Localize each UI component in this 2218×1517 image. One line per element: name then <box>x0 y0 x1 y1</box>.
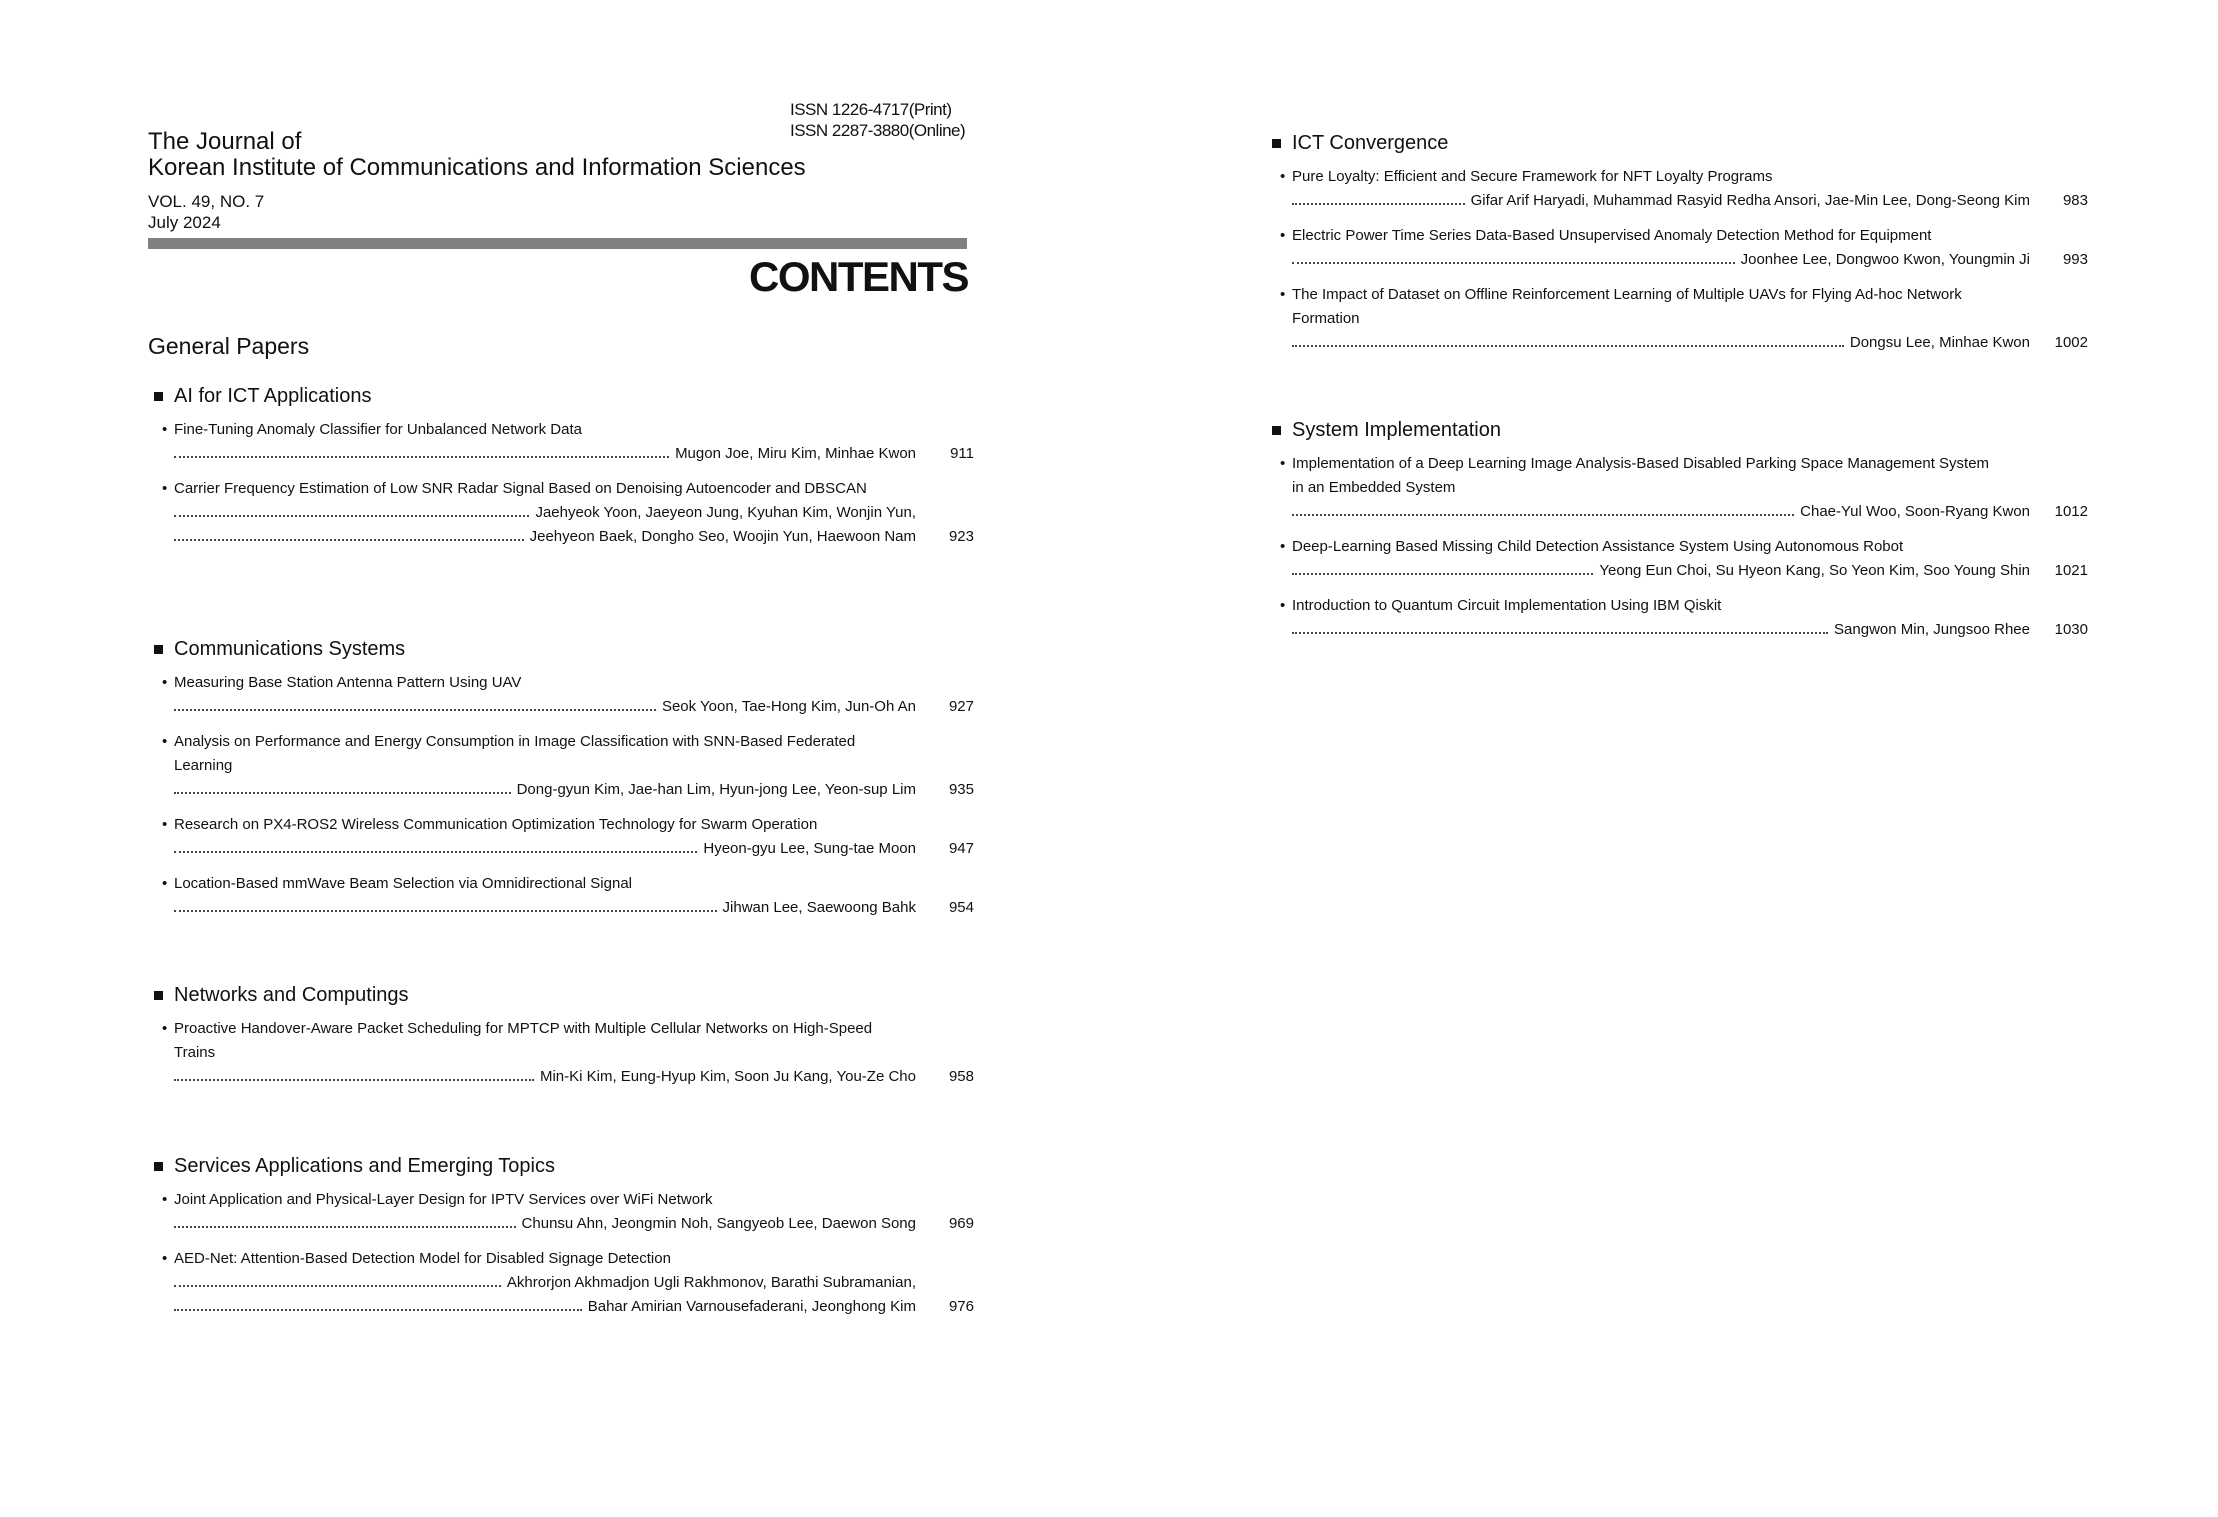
entry-title-row <box>154 477 974 501</box>
toc-entry <box>154 1188 974 1236</box>
author-leader-row <box>154 1271 974 1295</box>
section-heading <box>1272 130 2088 156</box>
entry-title-row <box>154 730 974 778</box>
entry-authors: Hyeon-gyu Lee, Sung-tae Moon <box>703 840 916 857</box>
bullet-icon: • <box>162 816 168 833</box>
section-heading <box>154 1153 974 1179</box>
toc-entry <box>1272 283 2088 355</box>
dot-leader <box>174 539 524 541</box>
entry-page: 958 <box>948 1068 974 1085</box>
entry-authors: Seok Yoon, Tae-Hong Kim, Jun-Oh An <box>661 698 916 715</box>
section-heading <box>154 636 974 662</box>
bullet-icon: • <box>162 875 168 892</box>
dot-leader <box>174 792 511 794</box>
entry-list <box>154 418 974 549</box>
entry-authors: Mugon Joe, Miru Kim, Minhae Kwon <box>675 445 916 462</box>
bullet-icon: • <box>1280 168 1286 185</box>
author-leader-row <box>1272 331 2088 355</box>
toc-section <box>154 383 974 560</box>
entry-title: Electric Power Time Series Data-Based Unsupervised Anomaly Detection Method for Equipment <box>1292 227 1932 244</box>
entry-title: Pure Loyalty: Efficient and Secure Framework for NFT Loyalty Programs <box>1292 168 1773 185</box>
entry-title-row <box>154 418 974 442</box>
entry-page: 983 <box>2062 192 2088 209</box>
dot-leader <box>1292 573 1593 575</box>
author-leader-row <box>1272 248 2088 272</box>
entry-authors: Joonhee Lee, Dongwoo Kwon, Youngmin Ji <box>1740 251 2030 268</box>
bullet-icon: • <box>162 1020 168 1037</box>
author-leader-row <box>1272 189 2088 213</box>
entry-title-row <box>1272 224 2088 248</box>
dot-leader <box>174 1309 582 1311</box>
entry-authors: Min-Ki Kim, Eung-Hyup Kim, Soon Ju Kang, You-Ze Cho <box>539 1068 916 1085</box>
entry-page: 923 <box>948 528 974 545</box>
toc-entry <box>154 730 974 802</box>
toc-section <box>1272 417 2088 653</box>
section-heading <box>154 383 974 409</box>
entry-title-row <box>154 872 974 896</box>
square-bullet-icon <box>1272 426 1281 435</box>
entry-page: 927 <box>948 698 974 715</box>
dot-leader <box>1292 632 1828 634</box>
dot-leader <box>174 1226 516 1228</box>
general-papers-heading: General Papers <box>148 333 310 359</box>
bullet-icon: • <box>162 421 168 438</box>
toc-entry <box>154 418 974 466</box>
entry-title-row <box>1272 165 2088 189</box>
dot-leader <box>174 515 529 517</box>
toc-entry <box>1272 224 2088 272</box>
entry-title: Proactive Handover-Aware Packet Scheduling for MPTCP with Multiple Cellular Networks on High-Speed Trains <box>174 1020 873 1061</box>
author-leader-row <box>154 778 974 802</box>
entry-page: 1002 <box>2054 334 2088 351</box>
journal-title-line1: The Journal of <box>148 128 302 155</box>
dot-leader <box>174 1079 534 1081</box>
toc-entry <box>154 1017 974 1089</box>
author-leader-row <box>154 525 974 549</box>
entry-authors: Dong-gyun Kim, Jae-han Lim, Hyun-jong Lee, Yeon-sup Lim <box>516 781 916 798</box>
entry-title-row <box>1272 283 2088 331</box>
bullet-icon: • <box>162 1250 168 1267</box>
dot-leader <box>1292 514 1794 516</box>
section-title: Networks and Computings <box>174 984 409 1006</box>
entry-page: 1030 <box>2054 621 2088 638</box>
entry-title: Implementation of a Deep Learning Image Analysis-Based Disabled Parking Space Management System in an Embedded System <box>1292 455 1990 496</box>
entry-list <box>154 671 974 920</box>
author-leader-row <box>154 501 974 525</box>
author-leader-row <box>154 695 974 719</box>
entry-authors: Yeong Eun Choi, Su Hyeon Kang, So Yeon Kim, Soo Young Shin <box>1599 562 2030 579</box>
entry-title-row <box>1272 594 2088 618</box>
toc-entry <box>154 477 974 549</box>
section-title: AI for ICT Applications <box>174 385 372 407</box>
entry-title-row <box>154 671 974 695</box>
entry-authors: Chae-Yul Woo, Soon-Ryang Kwon <box>1800 503 2030 520</box>
toc-entry <box>1272 452 2088 524</box>
dot-leader <box>174 910 717 912</box>
dot-leader <box>1292 203 1465 205</box>
entry-authors: Dongsu Lee, Minhae Kwon <box>1849 334 2030 351</box>
author-leader-row <box>154 837 974 861</box>
dot-leader <box>174 851 697 853</box>
author-leader-row <box>154 442 974 466</box>
entry-title: Joint Application and Physical-Layer Design for IPTV Services over WiFi Network <box>174 1191 713 1208</box>
section-title: Communications Systems <box>174 638 406 660</box>
entry-page: 954 <box>948 899 974 916</box>
square-bullet-icon <box>1272 139 1281 148</box>
toc-entry <box>154 872 974 920</box>
contents-heading: CONTENTS <box>749 253 968 300</box>
bullet-icon: • <box>1280 538 1286 555</box>
bullet-icon: • <box>162 733 168 750</box>
author-leader-row <box>1272 618 2088 642</box>
entry-authors: Sangwon Min, Jungsoo Rhee <box>1834 621 2030 638</box>
entry-page: 993 <box>2062 251 2088 268</box>
entry-title: The Impact of Dataset on Offline Reinforcement Learning of Multiple UAVs for Flying Ad-hoc Network Formation <box>1292 286 1962 327</box>
toc-section <box>154 982 974 1100</box>
toc-section <box>154 636 974 931</box>
issn-print: ISSN 1226-4717(Print) <box>790 100 952 119</box>
dot-leader <box>1292 262 1735 264</box>
section-title: ICT Convergence <box>1292 132 1449 154</box>
bullet-icon: • <box>162 480 168 497</box>
entry-title-row <box>154 1017 974 1065</box>
journal-title-line2: Korean Institute of Communications and Information Sciences <box>148 154 806 181</box>
entry-title: Measuring Base Station Antenna Pattern Using UAV <box>174 674 522 691</box>
bullet-icon: • <box>1280 286 1286 303</box>
entry-list <box>154 1188 974 1319</box>
entry-page: 947 <box>948 840 974 857</box>
dot-leader <box>174 709 656 711</box>
toc-entry <box>1272 165 2088 213</box>
square-bullet-icon <box>154 392 163 401</box>
dot-leader <box>174 1285 501 1287</box>
toc-entry <box>1272 535 2088 583</box>
toc-entry <box>154 813 974 861</box>
entry-list <box>154 1017 974 1089</box>
section-heading <box>154 982 974 1008</box>
author-leader-row <box>154 1212 974 1236</box>
entry-title: Location-Based mmWave Beam Selection via Omnidirectional Signal <box>174 875 632 892</box>
header-divider-bar <box>148 238 967 249</box>
author-leader-row <box>154 1295 974 1319</box>
entry-title: Research on PX4-ROS2 Wireless Communication Optimization Technology for Swarm Operation <box>174 816 818 833</box>
entry-authors: Gifar Arif Haryadi, Muhammad Rasyid Redha Ansori, Jae-Min Lee, Dong-Seong Kim <box>1470 192 2030 209</box>
dot-leader <box>1292 345 1844 347</box>
bullet-icon: • <box>162 1191 168 1208</box>
author-leader-row <box>154 896 974 920</box>
entry-authors: Jihwan Lee, Saewoong Bahk <box>722 899 916 916</box>
toc-section <box>1272 130 2088 366</box>
entry-title: Deep-Learning Based Missing Child Detection Assistance System Using Autonomous Robot <box>1292 538 1904 555</box>
entry-authors: Jaehyeok Yoon, Jaeyeon Jung, Kyuhan Kim, Wonjin Yun, <box>535 504 916 521</box>
square-bullet-icon <box>154 1162 163 1171</box>
entry-authors: Jeehyeon Baek, Dongho Seo, Woojin Yun, Haewoon Nam <box>529 528 916 545</box>
entry-page: 911 <box>950 445 974 462</box>
entry-page: 976 <box>948 1298 974 1315</box>
entry-title-row <box>154 813 974 837</box>
entry-list <box>1272 165 2088 355</box>
volume-number: VOL. 49, NO. 7 <box>148 192 265 211</box>
author-leader-row <box>1272 559 2088 583</box>
entry-page: 1021 <box>2054 562 2088 579</box>
entry-authors: Chunsu Ahn, Jeongmin Noh, Sangyeob Lee, Daewon Song <box>521 1215 916 1232</box>
entry-authors: Akhrorjon Akhmadjon Ugli Rakhmonov, Barathi Subramanian, <box>506 1274 916 1291</box>
issn-online: ISSN 2287-3880(Online) <box>790 121 966 140</box>
entry-title-row <box>1272 452 2088 500</box>
bullet-icon: • <box>1280 455 1286 472</box>
bullet-icon: • <box>1280 597 1286 614</box>
entry-title: Carrier Frequency Estimation of Low SNR Radar Signal Based on Denoising Autoencoder and DBSCAN <box>174 480 867 497</box>
square-bullet-icon <box>154 645 163 654</box>
entry-title: AED-Net: Attention-Based Detection Model for Disabled Signage Detection <box>174 1250 671 1267</box>
entry-page: 935 <box>948 781 974 798</box>
entry-page: 969 <box>948 1215 974 1232</box>
toc-section <box>154 1153 974 1330</box>
bullet-icon: • <box>1280 227 1286 244</box>
bullet-icon: • <box>162 674 168 691</box>
section-title: System Implementation <box>1292 419 1501 441</box>
author-leader-row <box>154 1065 974 1089</box>
entry-title: Analysis on Performance and Energy Consumption in Image Classification with SNN-Based Federated Learning <box>174 733 856 774</box>
author-leader-row <box>1272 500 2088 524</box>
dot-leader <box>174 456 669 458</box>
entry-authors: Bahar Amirian Varnousefaderani, Jeonghong Kim <box>587 1298 916 1315</box>
toc-entry <box>154 671 974 719</box>
entry-title-row <box>154 1188 974 1212</box>
toc-entry <box>154 1247 974 1319</box>
entry-title: Introduction to Quantum Circuit Implementation Using IBM Qiskit <box>1292 597 1722 614</box>
entry-title-row <box>1272 535 2088 559</box>
toc-entry <box>1272 594 2088 642</box>
entry-list <box>1272 452 2088 642</box>
entry-page: 1012 <box>2054 503 2088 520</box>
entry-title-row <box>154 1247 974 1271</box>
square-bullet-icon <box>154 991 163 1000</box>
issue-date: July 2024 <box>148 213 221 232</box>
section-heading <box>1272 417 2088 443</box>
entry-title: Fine-Tuning Anomaly Classifier for Unbalanced Network Data <box>174 421 582 438</box>
section-title: Services Applications and Emerging Topics <box>174 1155 555 1177</box>
issn-block <box>790 99 965 141</box>
